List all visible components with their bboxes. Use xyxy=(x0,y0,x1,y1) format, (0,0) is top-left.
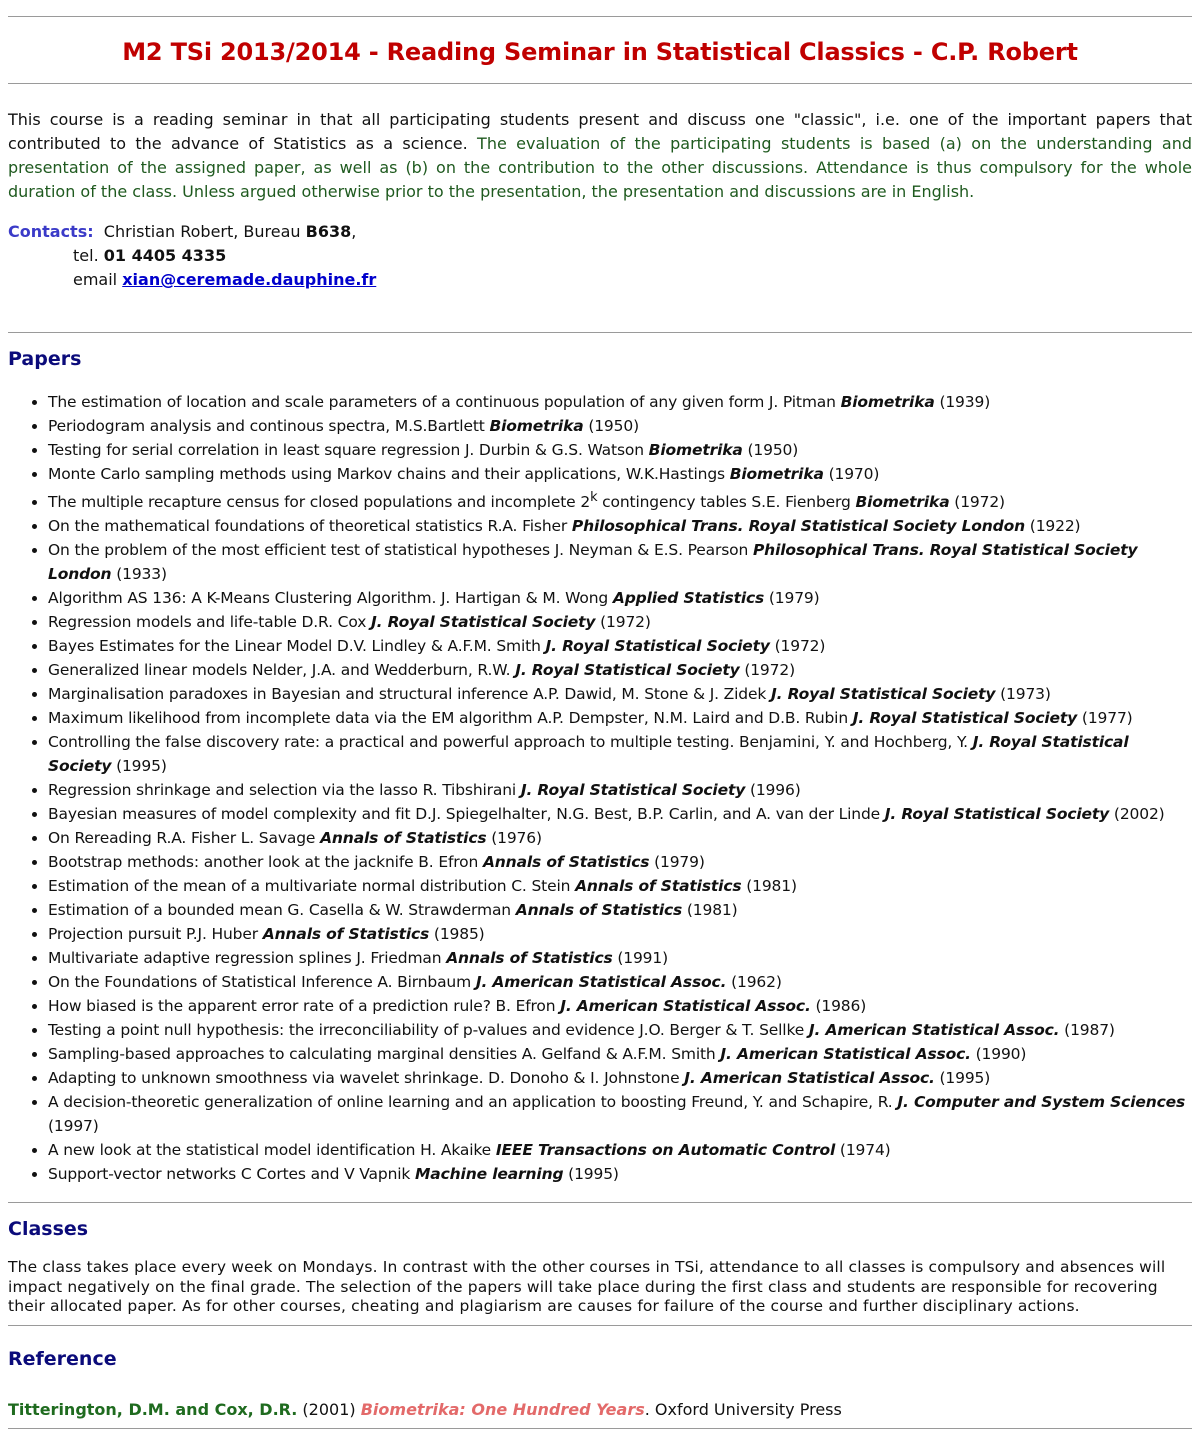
contact-email-link[interactable]: xian@ceremade.dauphine.fr xyxy=(122,270,377,289)
paper-item xyxy=(48,898,1192,922)
paper-item xyxy=(48,1090,1192,1138)
paper-title-authors: Controlling the false discovery rate: a practical and powerful approach to multiple testing. Benjamini, Y. and Hochberg, Y. xyxy=(48,733,973,752)
paper-year: (1986) xyxy=(810,997,867,1016)
paper-title-authors: Generalized linear models Nelder, J.A. and Wedderburn, R.W. xyxy=(48,661,516,680)
paper-item xyxy=(48,682,1192,706)
paper-year: (1981) xyxy=(741,877,797,896)
paper-title-authors: A decision-theoretic generalization of online learning and an application to boosting Freund, Y. and Schapire, R. xyxy=(48,1093,898,1112)
paper-journal: J. Royal Statistical Society xyxy=(771,685,996,704)
paper-title-authors: How biased is the apparent error rate of a prediction rule? B. Efron xyxy=(48,997,561,1016)
paper-year: (1995) xyxy=(934,1069,991,1088)
paper-year: (1981) xyxy=(682,901,738,920)
paper-title-authors: Monte Carlo sampling methods using Markov chains and their applications, W.K.Hastings xyxy=(48,465,730,483)
paper-year: (1974) xyxy=(835,1141,891,1160)
paper-journal: Annals of Statistics xyxy=(446,949,613,968)
paper-year: (1972) xyxy=(739,661,795,680)
paper-title-authors: Marginalisation paradoxes in Bayesian and structural inference A.P. Dawid, M. Stone & J. Zidek xyxy=(48,685,771,704)
reference-heading: Reference xyxy=(8,1347,117,1370)
paper-title-authors: On Rereading R.A. Fisher L. Savage xyxy=(48,829,321,848)
paper-journal: J. Royal Statistical Society xyxy=(371,613,596,632)
contact-office-suffix: , xyxy=(351,222,357,241)
paper-item xyxy=(48,586,1192,610)
paper-year: (1972) xyxy=(769,637,826,656)
paper-item xyxy=(48,610,1192,634)
top-divider xyxy=(8,16,1192,17)
paper-journal: Biometrika xyxy=(855,493,950,512)
paper-year: (1985) xyxy=(429,925,485,944)
paper-year: (1995) xyxy=(563,1165,619,1184)
paper-year: (1972) xyxy=(949,493,1005,512)
paper-title-authors: Multivariate adaptive regression splines J. Friedman xyxy=(48,949,447,968)
paper-journal: Applied Statistics xyxy=(612,589,765,608)
paper-title-authors: The multiple recapture census for closed populations and incomplete 2 xyxy=(48,493,591,512)
paper-item xyxy=(48,778,1192,802)
paper-item xyxy=(48,462,1192,486)
paper-title-authors: Bayesian measures of model complexity and fit D.J. Spiegelhalter, N.G. Best, B.P. Carlin, and A. van der Linde xyxy=(48,805,885,824)
contact-office: B638 xyxy=(305,222,352,241)
contacts-label: Contacts: xyxy=(8,222,94,241)
paper-title-authors: A new look at the statistical model identification H. Akaike xyxy=(48,1141,496,1160)
paper-journal: J. Royal Statistical Society xyxy=(852,709,1078,728)
paper-item xyxy=(48,994,1192,1018)
paper-superscript: k xyxy=(590,490,598,505)
contact-name: Christian Robert, Bureau xyxy=(103,222,306,241)
paper-item xyxy=(48,922,1192,946)
paper-journal: Biometrika xyxy=(729,465,824,483)
paper-item xyxy=(48,438,1192,462)
paper-item xyxy=(48,658,1192,682)
papers-divider xyxy=(8,1202,1192,1203)
paper-year: (1933) xyxy=(111,565,167,584)
paper-title-authors: On the mathematical foundations of theoretical statistics R.A. Fisher xyxy=(48,517,572,536)
paper-item xyxy=(48,850,1192,874)
paper-item xyxy=(48,1018,1192,1042)
paper-journal: J. Royal Statistical Society xyxy=(515,661,740,680)
paper-journal: J. American Statistical Assoc. xyxy=(720,1045,971,1064)
papers-list xyxy=(8,390,1192,1186)
paper-journal: Machine learning xyxy=(415,1165,564,1184)
intro-text: This course is a reading seminar in that all participating students present and discuss one "classic", i.e. one of the important papers that contributed to the advance of Statistics as a science. xyxy=(8,110,1192,153)
paper-journal: Annals of Statistics xyxy=(482,853,650,872)
classes-paragraph: The class takes place every week on Mondays. In contrast with the other courses in TSi, attendance to all classes is compulsory and absences will impact negatively on the final grade. The selection of the papers will take place during the first class and students are responsible for recovering their allocated paper. As for other courses, cheating and plagiarism are causes for failure of the course and further disciplinary actions. xyxy=(8,1258,1166,1316)
paper-title-authors: Testing for serial correlation in least square regression J. Durbin & G.S. Watson xyxy=(48,441,649,459)
contact-tel: 01 4405 4335 xyxy=(103,246,227,265)
paper-journal: J. Royal Statistical Society xyxy=(48,733,1129,776)
paper-item xyxy=(48,874,1192,898)
paper-item xyxy=(48,414,1192,438)
paper-journal: IEEE Transactions on Automatic Control xyxy=(495,1141,836,1160)
paper-item xyxy=(48,538,1192,586)
contacts-divider xyxy=(8,332,1192,333)
paper-year: (1997) xyxy=(48,1117,99,1136)
paper-item xyxy=(48,706,1192,730)
paper-item xyxy=(48,514,1192,538)
paper-title-authors: Support-vector networks C Cortes and V Vapnik xyxy=(48,1165,416,1184)
paper-journal: Annals of Statistics xyxy=(515,901,683,920)
paper-item xyxy=(48,1042,1192,1066)
paper-title-authors: Bootstrap methods: another look at the jacknife B. Efron xyxy=(48,853,483,872)
title-divider xyxy=(8,83,1192,84)
paper-title-authors: Bayes Estimates for the Linear Model D.V. Lindley & A.F.M. Smith xyxy=(48,637,546,656)
paper-title-authors: Periodogram analysis and continous spectra, M.S.Bartlett xyxy=(48,417,490,435)
paper-year: (1977) xyxy=(1077,709,1133,728)
reference-publisher: . Oxford University Press xyxy=(644,1399,842,1419)
paper-title-authors: Sampling-based approaches to calculating marginal densities A. Gelfand & A.F.M. Smith xyxy=(48,1045,721,1064)
paper-journal: Annals of Statistics xyxy=(575,877,742,896)
intro-paragraph xyxy=(8,108,1192,204)
contacts-block xyxy=(8,220,1192,292)
classes-heading: Classes xyxy=(8,1218,89,1241)
paper-journal: Biometrika xyxy=(489,417,584,435)
reference-authors: Titterington, D.M. and Cox, D.R. xyxy=(8,1399,298,1419)
contacts-line-tel xyxy=(8,244,1192,268)
paper-journal: J. American Statistical Assoc. xyxy=(684,1069,935,1088)
paper-title-authors: Algorithm AS 136: A K-Means Clustering Algorithm. J. Hartigan & M. Wong xyxy=(48,589,613,608)
paper-item xyxy=(48,826,1192,850)
paper-title-authors: Regression shrinkage and selection via the lasso R. Tibshirani xyxy=(48,781,521,800)
paper-year: (1973) xyxy=(995,685,1051,704)
paper-year: (1950) xyxy=(583,417,639,435)
contacts-line-name xyxy=(8,220,1192,244)
paper-item xyxy=(48,1138,1192,1162)
paper-year: (1991) xyxy=(612,949,668,968)
paper-title-authors: Projection pursuit P.J. Huber xyxy=(48,925,263,944)
paper-item xyxy=(48,1066,1192,1090)
paper-title-authors: On the Foundations of Statistical Inference A. Birnbaum xyxy=(48,973,476,992)
intro-evaluation-text: The evaluation of the participating students is based (a) on the understanding and presentation of the assigned paper, as well as (b) on the contribution to the other discussions. Attendance is thus compulsory for the whole duration of the class. Unless argued otherwise prior to the presentation, the presentation and discussions are in English. xyxy=(8,134,1192,201)
paper-year: (2002) xyxy=(1109,805,1165,824)
paper-journal: J. Royal Statistical Society xyxy=(545,637,770,656)
paper-item xyxy=(48,946,1192,970)
paper-title-authors: Estimation of the mean of a multivariate normal distribution C. Stein xyxy=(48,877,576,896)
paper-year: (1979) xyxy=(649,853,705,872)
paper-year: (1939) xyxy=(934,393,991,411)
paper-year: (1996) xyxy=(745,781,801,800)
paper-item xyxy=(48,634,1192,658)
classes-divider xyxy=(8,1325,1192,1326)
paper-journal: Biometrika xyxy=(840,393,935,411)
paper-item xyxy=(48,802,1192,826)
reference-year: (2001) xyxy=(297,1399,361,1419)
reference-title: Biometrika: One Hundred Years xyxy=(360,1399,645,1419)
paper-title-authors: On the problem of the most efficient test of statistical hypotheses J. Neyman & E.S. Pearson xyxy=(48,541,753,560)
paper-year: (1950) xyxy=(742,441,799,459)
paper-journal: J. American Statistical Assoc. xyxy=(475,973,727,992)
paper-title-authors: Adapting to unknown smoothness via wavelet shrinkage. D. Donoho & I. Johnstone xyxy=(48,1069,685,1088)
paper-title-authors: Regression models and life-table D.R. Cox xyxy=(48,613,372,632)
paper-journal: Annals of Statistics xyxy=(320,829,487,848)
paper-journal: J. American Statistical Assoc. xyxy=(808,1021,1060,1040)
paper-item xyxy=(48,1162,1192,1186)
paper-journal: Biometrika xyxy=(648,441,743,459)
paper-year: (1962) xyxy=(726,973,782,992)
paper-item xyxy=(48,970,1192,994)
paper-journal: J. Royal Statistical Society xyxy=(884,805,1110,824)
paper-journal: Philosophical Trans. Royal Statistical Society London xyxy=(571,517,1026,536)
paper-title-authors-cont: contingency tables S.E. Fienberg xyxy=(597,493,856,512)
contact-email-prefix: email xyxy=(73,270,123,289)
paper-journal: J. Royal Statistical Society xyxy=(520,781,746,800)
paper-item xyxy=(48,486,1192,514)
paper-year: (1976) xyxy=(486,829,542,848)
paper-year: (1979) xyxy=(764,589,820,608)
paper-year: (1972) xyxy=(595,613,651,632)
paper-journal: Annals of Statistics xyxy=(262,925,430,944)
paper-journal: J. Computer and System Sciences xyxy=(897,1093,1186,1112)
paper-year: (1990) xyxy=(970,1045,1027,1064)
paper-year: (1970) xyxy=(823,465,880,483)
paper-title-authors: The estimation of location and scale parameters of a continuous population of any given form J. Pitman xyxy=(48,393,841,411)
reference-entry xyxy=(8,1400,1192,1419)
paper-item xyxy=(48,390,1192,414)
papers-heading: Papers xyxy=(8,348,82,370)
paper-title-authors: Estimation of a bounded mean G. Casella & W. Strawderman xyxy=(48,901,516,920)
paper-title-authors: Maximum likelihood from incomplete data via the EM algorithm A.P. Dempster, N.M. Laird and D.B. Rubin xyxy=(48,709,853,728)
contacts-line-email xyxy=(8,268,1192,292)
paper-year: (1987) xyxy=(1059,1021,1115,1040)
contact-tel-prefix: tel. xyxy=(73,246,104,265)
paper-title-authors: Testing a point null hypothesis: the irreconciliability of p-values and evidence J.O. Berger & T. Sellke xyxy=(48,1021,809,1040)
paper-item xyxy=(48,730,1192,778)
paper-year: (1995) xyxy=(111,757,167,776)
paper-year: (1922) xyxy=(1025,517,1081,536)
paper-journal: J. American Statistical Assoc. xyxy=(560,997,811,1016)
paper-journal: Philosophical Trans. Royal Statistical Society London xyxy=(48,541,1138,584)
page-title: M2 TSi 2013/2014 - Reading Seminar in Statistical Classics - C.P. Robert xyxy=(122,38,1078,66)
